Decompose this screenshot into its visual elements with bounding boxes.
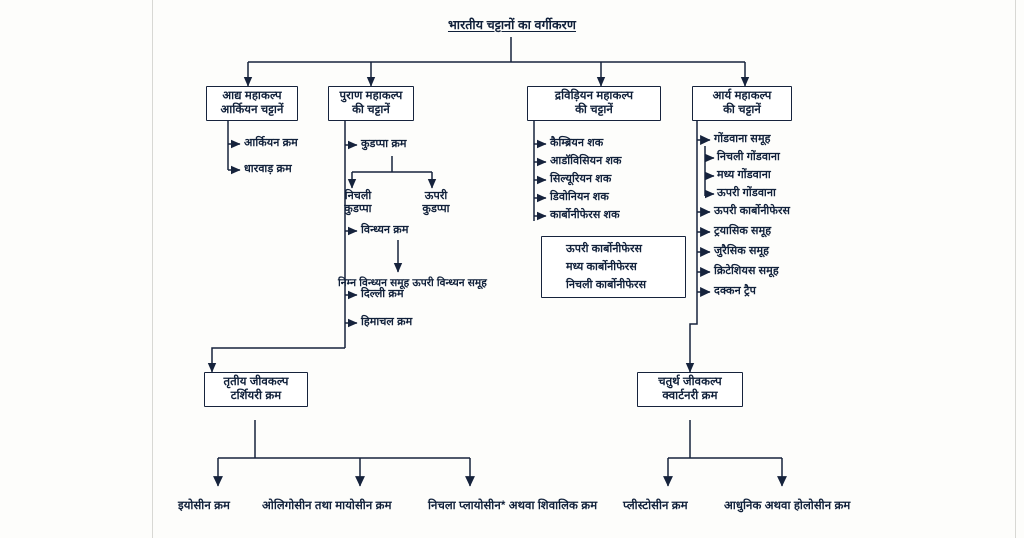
era-box-aryan-line1: आर्य महाकल्प bbox=[712, 90, 772, 102]
lower-box-quaternary[interactable] bbox=[637, 372, 743, 407]
era-box-dravidian-line1: द्रविड़ियन महाकल्प bbox=[554, 90, 634, 102]
aryan-item-1: निचली गोंडवाना bbox=[717, 151, 780, 163]
era-box-dravidian[interactable] bbox=[527, 86, 661, 121]
era-box-aryan-line2: की चट्टानें bbox=[723, 103, 761, 116]
bottom-leaf-2: निचला प्लायोसीन* अथवा शिवालिक क्रम bbox=[428, 500, 598, 512]
era-box-purana-line2: की चट्टानें bbox=[352, 103, 390, 116]
aryan-item-4: ऊपरी कार्बोनीफेरस bbox=[714, 205, 791, 217]
lower-box-tertiary-line1: तृतीय जीवकल्प bbox=[223, 376, 289, 388]
aryan-item-0: गोंडवाना समूह bbox=[714, 133, 771, 145]
dravidian-item-0: कैम्ब्रियन शक bbox=[550, 137, 604, 149]
purana-item-kudappa: कुडप्पा क्रम bbox=[361, 138, 407, 150]
purana-kudappa-upper bbox=[414, 190, 458, 216]
lower-box-tertiary[interactable] bbox=[204, 372, 308, 407]
era-box-dravidian-line2: की चट्टानें bbox=[575, 103, 613, 116]
aryan-item-3: ऊपरी गोंडवाना bbox=[717, 187, 776, 199]
aryan-item-8: दक्कन ट्रैप bbox=[714, 285, 756, 297]
purana-vindhyan-groups: निम्न विन्ध्यन समूह ऊपरी विन्ध्यन समूह bbox=[338, 277, 487, 289]
dravidian-item-1: आडॉविसियन शक bbox=[550, 155, 622, 167]
bottom-leaf-1: ओलिगोसीन तथा मायोसीन क्रम bbox=[262, 500, 392, 512]
dravidian-carb-item-1: मध्य कार्बोनीफेरस bbox=[566, 261, 637, 273]
purana-kudappa-lower-l2: कुडप्पा bbox=[344, 202, 372, 215]
aryan-item-7: क्रिटेशियस समूह bbox=[714, 265, 779, 277]
purana-kudappa-lower bbox=[336, 190, 380, 216]
purana-item-delhi: दिल्ली क्रम bbox=[361, 288, 404, 300]
dravidian-item-3: डिवोनियन शक bbox=[550, 191, 609, 203]
purana-kudappa-upper-l2: कुडप्पा bbox=[422, 202, 450, 215]
purana-kudappa-upper-l1: ऊपरी bbox=[424, 190, 448, 202]
purana-item-vindhyan: विन्ध्यन क्रम bbox=[361, 224, 409, 236]
era-box-archaean-line1: आद्य महाकल्प bbox=[222, 90, 282, 102]
bottom-leaf-4: आधुनिक अथवा होलोसीन क्रम bbox=[724, 500, 851, 512]
era-box-archaean[interactable] bbox=[206, 86, 298, 121]
dravidian-item-2: सिल्यूरियन शक bbox=[550, 173, 612, 185]
aryan-item-5: ट्रयासिक समूह bbox=[714, 225, 772, 237]
page-title bbox=[420, 18, 604, 33]
bottom-leaf-3: प्लीस्टोसीन क्रम bbox=[623, 500, 688, 512]
era-box-archaean-line2: आर्कियन चट्टानें bbox=[220, 103, 284, 116]
lower-box-quaternary-line1: चतुर्थ जीवकल्प bbox=[658, 376, 722, 388]
aryan-item-6: जुरैसिक समूह bbox=[714, 245, 770, 257]
page-edge-right bbox=[1015, 0, 1016, 538]
era-box-aryan[interactable] bbox=[692, 86, 792, 121]
lower-box-tertiary-line2: टर्शियरी क्रम bbox=[230, 389, 282, 402]
dravidian-carb-item-0: ऊपरी कार्बोनीफेरस bbox=[566, 243, 643, 255]
era-box-purana-line1: पुराण महाकल्प bbox=[339, 90, 403, 102]
era-box-purana[interactable] bbox=[328, 86, 414, 121]
page-title-text: भारतीय चट्टानों का वर्गीकरण bbox=[447, 18, 577, 32]
dravidian-carb-item-2: निचली कार्बोनीफेरस bbox=[566, 279, 647, 291]
archaean-item-1: धारवाड़ क्रम bbox=[244, 163, 292, 175]
purana-item-himachal: हिमाचल क्रम bbox=[361, 316, 413, 328]
lower-box-quaternary-line2: क्वार्टनरी क्रम bbox=[662, 389, 718, 402]
bottom-leaf-0: इयोसीन क्रम bbox=[178, 500, 231, 512]
purana-kudappa-lower-l1: निचली bbox=[344, 190, 372, 202]
aryan-item-2: मध्य गोंडवाना bbox=[717, 169, 771, 181]
dravidian-item-4: कार्बोनीफेरस शक bbox=[550, 209, 620, 221]
page-edge-left bbox=[152, 0, 153, 538]
archaean-item-0: आर्कियन क्रम bbox=[244, 137, 298, 149]
